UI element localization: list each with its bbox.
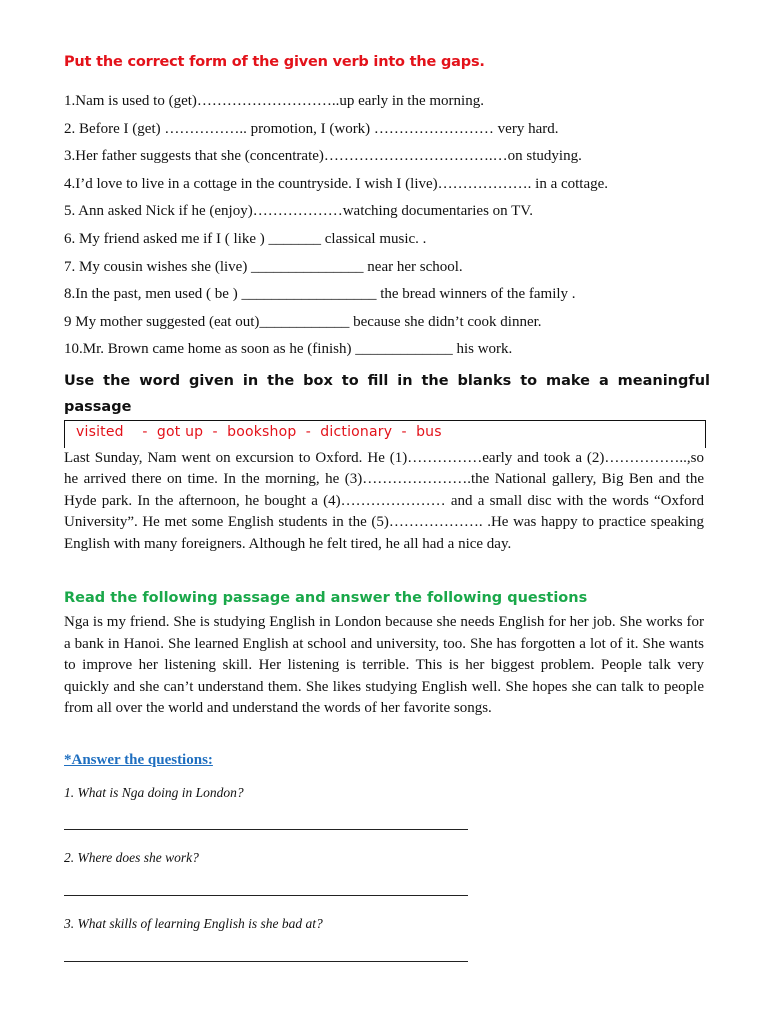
fill-blank-passage: Last Sunday, Nam went on excursion to Oxford. He (1)……………early and took a (2)……………..,so he arrived there on time. In the morning, he (3)………………….the National gallery, Big Ben and the Hyde park. In the afternoon, he bought a (4)………………… and a small disc with the words “Oxford University”. He met some English students in the (5)………………. .He was happy to practice speaking English with many foreigners. Although he felt tired, he all had a nice day. [64,450,704,552]
exercise1-list [64,88,724,364]
reading-passage: Nga is my friend. She is studying English in London because she needs English for her job. She works for a bank in Hanoi. She learned English at school and university, too. She has forgotten a lot of it. She wants to improve her listening skill. Her listening is terrible. This is her biggest problem. People talk very quickly and she can’t understand them. She likes studying English well. She hopes she can talk to people from all over the world and understand the words of her favorite songs. [64,614,704,717]
exercise1-item: 10.Mr. Brown came home as soon as he (finish) _____________ his work. [64,341,513,358]
answer-line-1[interactable] [64,829,468,830]
exercise1-item: 6. My friend asked me if I ( like ) _______ classical music. . [64,230,427,247]
exercise1-item: 2. Before I (get) …………….. promotion, I (work) …………………… very hard. [64,120,559,137]
answer-line-3[interactable] [64,961,468,962]
exercise1-item: 9 My mother suggested (eat out)____________ because she didn’t cook dinner. [64,313,542,330]
word-box-words: visited - got up - bookshop - dictionary - bus [76,424,442,440]
question-1: 1. What is Nga doing in London? [64,785,244,800]
question-3: 3. What skills of learning English is she bad at? [64,916,323,931]
exercise1-item: 8.In the past, men used ( be ) __________________ the bread winners of the family . [64,286,576,303]
exercise1-item: 4.I’d love to live in a cottage in the countryside. I wish I (live)………………. in a cottage. [64,175,609,192]
section1-heading: Put the correct form of the given verb into the gaps. [64,54,485,70]
section3-heading: Read the following passage and answer the following questions [64,590,588,606]
section2-heading: Use the word given in the box to fill in the blanks to make a meaningful passage [64,373,710,415]
exercise1-item: 1.Nam is used to (get)………………………..up early in the morning. [64,93,484,109]
question-2: 2. Where does she work? [64,850,199,865]
exercise1-item: 3.Her father suggests that she (concentrate)…………………………….…on studying. [64,148,582,165]
exercise1-item: 5. Ann asked Nick if he (enjoy)………………watching documentaries on TV. [64,203,533,220]
answer-questions-heading: *Answer the questions: [64,752,213,768]
answer-line-2[interactable] [64,895,468,896]
exercise1-item: 7. My cousin wishes she (live) _______________ near her school. [64,258,463,275]
